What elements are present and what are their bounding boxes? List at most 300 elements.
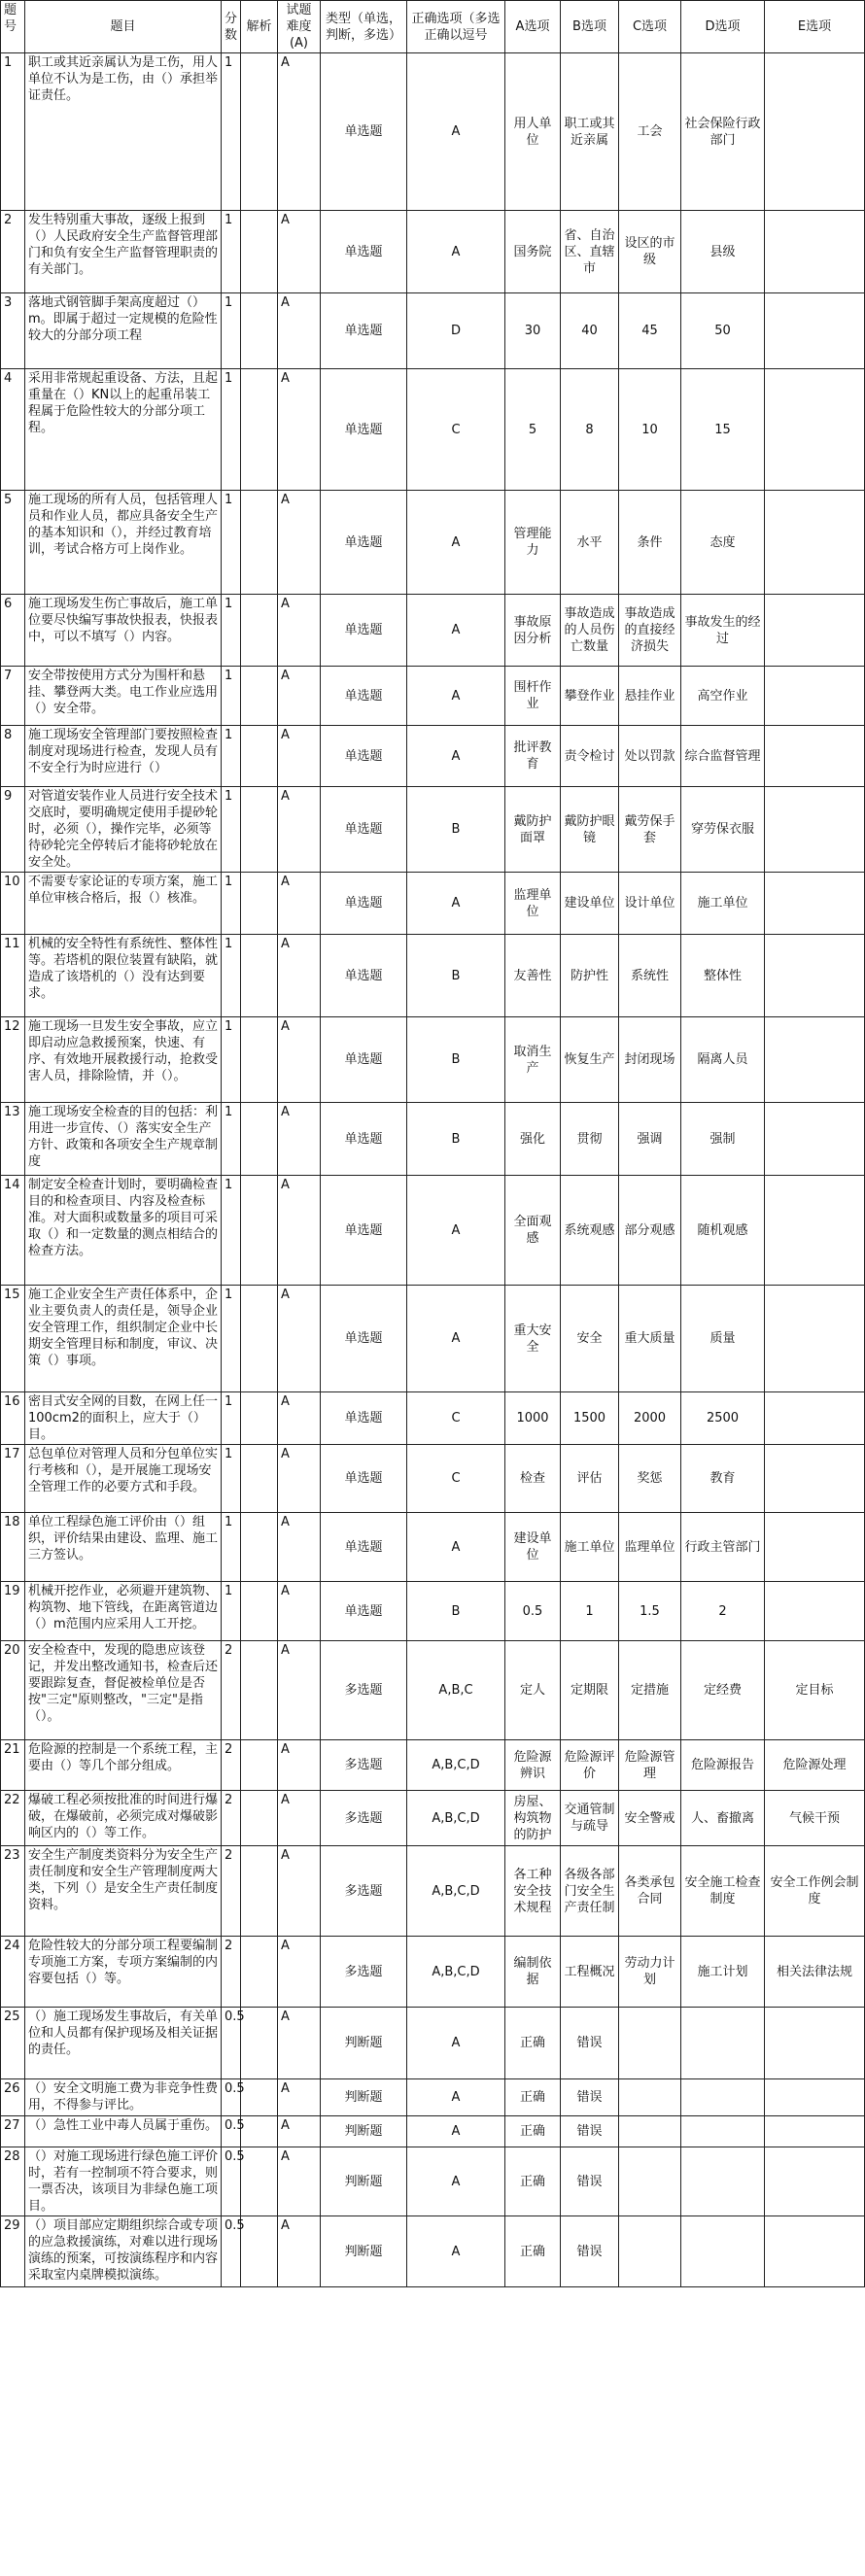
option-b: 错误 — [561, 2008, 619, 2079]
question-difficulty: A — [278, 2116, 321, 2147]
option-d: 穿劳保衣服 — [681, 787, 765, 873]
option-d: 综合监督管理 — [681, 726, 765, 787]
question-score: 2 — [222, 1641, 241, 1740]
option-b: 40 — [561, 293, 619, 369]
question-analysis — [241, 211, 278, 293]
question-number: 26 — [1, 2079, 25, 2116]
question-score: 1 — [222, 1392, 241, 1445]
correct-answer: C — [407, 1445, 505, 1513]
question-difficulty: A — [278, 1176, 321, 1286]
option-c — [619, 2079, 681, 2116]
correct-answer: A,B,C,D — [407, 1740, 505, 1791]
option-a: 国务院 — [505, 211, 561, 293]
question-analysis — [241, 1103, 278, 1176]
question-analysis — [241, 1740, 278, 1791]
question-type: 单选题 — [321, 1445, 407, 1513]
option-c — [619, 2116, 681, 2147]
option-d: 2500 — [681, 1392, 765, 1445]
question-text: 安全检查中，发现的隐患应该登记，并发出整改通知书，检查后还要跟踪复查，督促被检单位是否按"三定"原则整改，"三定"是指（）。 — [25, 1641, 222, 1740]
option-b: 事故造成的人员伤亡数量 — [561, 595, 619, 667]
option-e — [765, 1286, 865, 1392]
question-number: 17 — [1, 1445, 25, 1513]
question-score: 0.5 — [222, 2216, 241, 2287]
question-analysis — [241, 1286, 278, 1392]
question-difficulty: A — [278, 1582, 321, 1641]
option-d: 15 — [681, 369, 765, 491]
correct-answer: A — [407, 2079, 505, 2116]
question-difficulty: A — [278, 726, 321, 787]
header-difficulty: 试题难度(A) — [278, 1, 321, 53]
question-analysis — [241, 2008, 278, 2079]
correct-answer: A — [407, 595, 505, 667]
question-text: （）对施工现场进行绿色施工评价时，若有一控制项不符合要求，则一票否决，该项目为非绿色施工项目。 — [25, 2147, 222, 2216]
question-analysis — [241, 369, 278, 491]
question-text: 施工现场的所有人员，包括管理人员和作业人员，都应具备安全生产的基本知识和（），并经过教育培训，考试合格方可上岗作业。 — [25, 491, 222, 595]
question-text: 单位工程绿色施工评价由（）组织，评价结果由建设、监理、施工三方签认。 — [25, 1513, 222, 1582]
option-c: 戴劳保手套 — [619, 787, 681, 873]
option-c: 强调 — [619, 1103, 681, 1176]
question-score: 1 — [222, 787, 241, 873]
option-b: 交通管制与疏导 — [561, 1791, 619, 1846]
question-number: 3 — [1, 293, 25, 369]
question-difficulty: A — [278, 1937, 321, 2008]
question-number: 27 — [1, 2116, 25, 2147]
header-analysis: 解析 — [241, 1, 278, 53]
question-score: 1 — [222, 1286, 241, 1392]
question-analysis — [241, 1513, 278, 1582]
option-d: 高空作业 — [681, 667, 765, 726]
option-b: 安全 — [561, 1286, 619, 1392]
option-b: 错误 — [561, 2079, 619, 2116]
question-number: 11 — [1, 935, 25, 1017]
question-score: 1 — [222, 873, 241, 935]
option-a: 危险源辨识 — [505, 1740, 561, 1791]
option-d: 行政主管部门 — [681, 1513, 765, 1582]
question-analysis — [241, 53, 278, 211]
option-a: 取消生产 — [505, 1017, 561, 1103]
question-number: 21 — [1, 1740, 25, 1791]
question-analysis — [241, 293, 278, 369]
option-a: 管理能力 — [505, 491, 561, 595]
question-text: 危险源的控制是一个系统工程，主要由（）等几个部分组成。 — [25, 1740, 222, 1791]
question-score: 2 — [222, 1740, 241, 1791]
option-a: 强化 — [505, 1103, 561, 1176]
correct-answer: A — [407, 211, 505, 293]
header-option-b: B选项 — [561, 1, 619, 53]
question-type: 单选题 — [321, 211, 407, 293]
option-e — [765, 491, 865, 595]
question-analysis — [241, 1937, 278, 2008]
question-analysis — [241, 667, 278, 726]
question-type: 单选题 — [321, 1286, 407, 1392]
option-c: 2000 — [619, 1392, 681, 1445]
option-a: 5 — [505, 369, 561, 491]
option-e — [765, 1176, 865, 1286]
option-a: 正确 — [505, 2079, 561, 2116]
option-e — [765, 1513, 865, 1582]
question-analysis — [241, 787, 278, 873]
table-row — [1, 1582, 865, 1641]
question-analysis — [241, 2216, 278, 2287]
question-text: 施工现场安全检查的目的包括：利用进一步宣传、（）落实安全生产方针、政策和各项安全生产规章制度 — [25, 1103, 222, 1176]
question-text: （）安全文明施工费为非竞争性费用，不得参与评比。 — [25, 2079, 222, 2116]
question-text: 职工或其近亲属认为是工伤，用人单位不认为是工伤，由（）承担举证责任。 — [25, 53, 222, 211]
question-score: 0.5 — [222, 2147, 241, 2216]
question-number: 22 — [1, 1791, 25, 1846]
option-c: 奖惩 — [619, 1445, 681, 1513]
table-row — [1, 1176, 865, 1286]
option-e — [765, 1017, 865, 1103]
question-score: 0.5 — [222, 2079, 241, 2116]
question-score: 1 — [222, 1176, 241, 1286]
header-row — [1, 1, 865, 53]
header-option-d: D选项 — [681, 1, 765, 53]
option-c: 系统性 — [619, 935, 681, 1017]
table-row — [1, 667, 865, 726]
question-score: 1 — [222, 1017, 241, 1103]
question-text: 危险性较大的分部分项工程要编制专项施工方案，专项方案编制的内容要包括（）等。 — [25, 1937, 222, 2008]
option-c: 危险源管理 — [619, 1740, 681, 1791]
question-score: 1 — [222, 667, 241, 726]
option-d: 整体性 — [681, 935, 765, 1017]
option-b: 省、自治区、直辖市 — [561, 211, 619, 293]
option-c: 定措施 — [619, 1641, 681, 1740]
question-difficulty: A — [278, 787, 321, 873]
question-difficulty: A — [278, 935, 321, 1017]
option-e — [765, 1445, 865, 1513]
option-d: 态度 — [681, 491, 765, 595]
question-number: 16 — [1, 1392, 25, 1445]
correct-answer: C — [407, 1392, 505, 1445]
question-score: 0.5 — [222, 2008, 241, 2079]
option-d: 隔离人员 — [681, 1017, 765, 1103]
question-number: 28 — [1, 2147, 25, 2216]
question-number: 13 — [1, 1103, 25, 1176]
table-row — [1, 491, 865, 595]
correct-answer: B — [407, 935, 505, 1017]
question-number: 8 — [1, 726, 25, 787]
correct-answer: A,B,C,D — [407, 1791, 505, 1846]
header-option-e: E选项 — [765, 1, 865, 53]
option-d — [681, 2147, 765, 2216]
table-row — [1, 787, 865, 873]
question-type: 单选题 — [321, 1176, 407, 1286]
table-row — [1, 369, 865, 491]
question-analysis — [241, 2147, 278, 2216]
question-type: 单选题 — [321, 1103, 407, 1176]
option-d: 教育 — [681, 1445, 765, 1513]
question-type: 判断题 — [321, 2008, 407, 2079]
option-d — [681, 2008, 765, 2079]
table-row — [1, 2079, 865, 2116]
question-analysis — [241, 935, 278, 1017]
header-question: 题目 — [25, 1, 222, 53]
option-a: 监理单位 — [505, 873, 561, 935]
table-row — [1, 293, 865, 369]
table-row — [1, 2116, 865, 2147]
option-a: 建设单位 — [505, 1513, 561, 1582]
question-difficulty: A — [278, 211, 321, 293]
question-text: 落地式钢管脚手架高度超过（）m。即属于超过一定规模的危险性较大的分部分项工程 — [25, 293, 222, 369]
option-a: 围杆作业 — [505, 667, 561, 726]
option-b: 1500 — [561, 1392, 619, 1445]
option-b: 错误 — [561, 2147, 619, 2216]
question-type: 单选题 — [321, 787, 407, 873]
question-type: 单选题 — [321, 595, 407, 667]
option-e — [765, 211, 865, 293]
question-analysis — [241, 1176, 278, 1286]
question-type: 判断题 — [321, 2079, 407, 2116]
question-text: 采用非常规起重设备、方法，且起重量在（）KN以上的起重吊装工程属于危险性较大的分部分项工程。 — [25, 369, 222, 491]
question-text: （）施工现场发生事故后，有关单位和人员都有保护现场及相关证据的责任。 — [25, 2008, 222, 2079]
question-difficulty: A — [278, 1392, 321, 1445]
question-difficulty: A — [278, 293, 321, 369]
option-d: 危险源报告 — [681, 1740, 765, 1791]
option-c: 封闭现场 — [619, 1017, 681, 1103]
option-e: 定目标 — [765, 1641, 865, 1740]
question-type: 单选题 — [321, 726, 407, 787]
table-row — [1, 1392, 865, 1445]
correct-answer: A,B,C,D — [407, 1937, 505, 2008]
question-number: 14 — [1, 1176, 25, 1286]
option-c — [619, 2008, 681, 2079]
option-b: 水平 — [561, 491, 619, 595]
question-text: 施工企业安全生产责任体系中，企业主要负责人的责任是，领导企业安全管理工作，组织制定企业中长期安全管理目标和制度，审议、决策（）事项。 — [25, 1286, 222, 1392]
option-e — [765, 787, 865, 873]
question-type: 单选题 — [321, 1582, 407, 1641]
option-e — [765, 2008, 865, 2079]
question-type: 单选题 — [321, 1017, 407, 1103]
option-a: 定人 — [505, 1641, 561, 1740]
question-number: 19 — [1, 1582, 25, 1641]
option-a: 戴防护面罩 — [505, 787, 561, 873]
option-a: 正确 — [505, 2216, 561, 2287]
option-d: 强制 — [681, 1103, 765, 1176]
question-difficulty: A — [278, 2216, 321, 2287]
question-number: 7 — [1, 667, 25, 726]
correct-answer: A — [407, 1286, 505, 1392]
table-row — [1, 1937, 865, 2008]
table-row — [1, 1791, 865, 1846]
question-type: 单选题 — [321, 873, 407, 935]
question-score: 2 — [222, 1791, 241, 1846]
option-a: 用人单位 — [505, 53, 561, 211]
question-type: 单选题 — [321, 667, 407, 726]
option-e: 气候干预 — [765, 1791, 865, 1846]
question-difficulty: A — [278, 1513, 321, 1582]
option-a: 正确 — [505, 2147, 561, 2216]
option-c: 设区的市级 — [619, 211, 681, 293]
option-d: 2 — [681, 1582, 765, 1641]
question-text: 机械的安全特性有系统性、整体性等。若塔机的限位装置有缺陷，就造成了该塔机的（）没有达到要求。 — [25, 935, 222, 1017]
question-score: 1 — [222, 491, 241, 595]
question-text: 施工现场安全管理部门要按照检查制度对现场进行检查，发现人员有不安全行为时应进行（） — [25, 726, 222, 787]
option-d: 质量 — [681, 1286, 765, 1392]
question-analysis — [241, 2079, 278, 2116]
question-number: 18 — [1, 1513, 25, 1582]
question-difficulty: A — [278, 873, 321, 935]
option-c: 10 — [619, 369, 681, 491]
question-difficulty: A — [278, 1286, 321, 1392]
question-text: 发生特别重大事故，逐级上报到（）人民政府安全生产监督管理部门和负有安全生产监督管理职责的有关部门。 — [25, 211, 222, 293]
option-c: 45 — [619, 293, 681, 369]
question-number: 25 — [1, 2008, 25, 2079]
option-c — [619, 2147, 681, 2216]
question-analysis — [241, 1392, 278, 1445]
question-number: 20 — [1, 1641, 25, 1740]
option-e: 安全工作例会制度 — [765, 1846, 865, 1937]
question-analysis — [241, 1582, 278, 1641]
question-difficulty: A — [278, 1846, 321, 1937]
correct-answer: A — [407, 2116, 505, 2147]
table-row — [1, 1103, 865, 1176]
table-row — [1, 1846, 865, 1937]
option-c: 部分观感 — [619, 1176, 681, 1286]
table-row — [1, 1513, 865, 1582]
option-c: 安全警戒 — [619, 1791, 681, 1846]
question-difficulty: A — [278, 2079, 321, 2116]
question-number: 9 — [1, 787, 25, 873]
option-e — [765, 2147, 865, 2216]
question-difficulty: A — [278, 1641, 321, 1740]
header-score: 分数 — [222, 1, 241, 53]
question-score: 1 — [222, 293, 241, 369]
option-e — [765, 935, 865, 1017]
option-a: 各工种安全技术规程 — [505, 1846, 561, 1937]
option-a: 30 — [505, 293, 561, 369]
correct-answer: A — [407, 726, 505, 787]
option-e — [765, 2216, 865, 2287]
option-b: 1 — [561, 1582, 619, 1641]
table-row — [1, 935, 865, 1017]
option-c: 重大质量 — [619, 1286, 681, 1392]
option-b: 职工或其近亲属 — [561, 53, 619, 211]
question-text: 机械开挖作业，必须避开建筑物、构筑物、地下管线，在距离管道边（）m范围内应采用人工开挖。 — [25, 1582, 222, 1641]
question-type: 单选题 — [321, 1392, 407, 1445]
option-b: 防护性 — [561, 935, 619, 1017]
option-b: 定期限 — [561, 1641, 619, 1740]
question-number: 10 — [1, 873, 25, 935]
option-e — [765, 53, 865, 211]
option-b: 贯彻 — [561, 1103, 619, 1176]
option-e — [765, 667, 865, 726]
correct-answer: A — [407, 667, 505, 726]
option-d: 县级 — [681, 211, 765, 293]
question-number: 2 — [1, 211, 25, 293]
question-text: 安全带按使用方式分为围杆和悬挂、攀登两大类。电工作业应选用（）安全带。 — [25, 667, 222, 726]
option-d: 50 — [681, 293, 765, 369]
option-e — [765, 369, 865, 491]
question-text: 施工现场一旦发生安全事故，应立即启动应急救援预案，快速、有序、有效地开展救援行动，抢救受害人员，排除险情，并（）。 — [25, 1017, 222, 1103]
question-type: 单选题 — [321, 935, 407, 1017]
option-b: 施工单位 — [561, 1513, 619, 1582]
question-number: 5 — [1, 491, 25, 595]
question-difficulty: A — [278, 1740, 321, 1791]
header-answer: 正确选项（多选正确以逗号 — [407, 1, 505, 53]
option-c: 1.5 — [619, 1582, 681, 1641]
question-text: （）项目部应定期组织综合或专项的应急救援演练，对难以进行现场演练的预案，可按演练程序和内容采取室内桌牌模拟演练。 — [25, 2216, 222, 2287]
option-a: 正确 — [505, 2116, 561, 2147]
correct-answer: C — [407, 369, 505, 491]
table-row — [1, 2147, 865, 2216]
option-a: 编制依据 — [505, 1937, 561, 2008]
table-row — [1, 1641, 865, 1740]
question-text: 密目式安全网的目数，在网上任一100cm2的面积上，应大于（）目。 — [25, 1392, 222, 1445]
table-row — [1, 53, 865, 211]
question-score: 2 — [222, 1846, 241, 1937]
question-analysis — [241, 726, 278, 787]
correct-answer: A — [407, 491, 505, 595]
option-c: 悬挂作业 — [619, 667, 681, 726]
option-e — [765, 1392, 865, 1445]
option-b: 攀登作业 — [561, 667, 619, 726]
question-text: 爆破工程必须按批准的时间进行爆破，在爆破前，必须完成对爆破影响区内的（）等工作。 — [25, 1791, 222, 1846]
option-e — [765, 726, 865, 787]
option-a: 正确 — [505, 2008, 561, 2079]
question-difficulty: A — [278, 1017, 321, 1103]
option-e: 危险源处理 — [765, 1740, 865, 1791]
option-d: 社会保险行政部门 — [681, 53, 765, 211]
question-number: 4 — [1, 369, 25, 491]
table-row — [1, 1740, 865, 1791]
correct-answer: A — [407, 873, 505, 935]
question-text: 不需要专家论证的专项方案，施工单位审核合格后，报（）核准。 — [25, 873, 222, 935]
correct-answer: A,B,C — [407, 1641, 505, 1740]
question-analysis — [241, 1445, 278, 1513]
option-e: 相关法律法规 — [765, 1937, 865, 2008]
question-score: 1 — [222, 726, 241, 787]
option-a: 全面观感 — [505, 1176, 561, 1286]
correct-answer: A — [407, 2008, 505, 2079]
question-type: 单选题 — [321, 369, 407, 491]
question-difficulty: A — [278, 369, 321, 491]
option-a: 重大安全 — [505, 1286, 561, 1392]
table-row — [1, 595, 865, 667]
question-difficulty: A — [278, 2008, 321, 2079]
correct-answer: A — [407, 1176, 505, 1286]
correct-answer: A,B,C,D — [407, 1846, 505, 1937]
question-difficulty: A — [278, 491, 321, 595]
option-b: 戴防护眼镜 — [561, 787, 619, 873]
question-score: 0.5 — [222, 2116, 241, 2147]
option-d: 安全施工检查制度 — [681, 1846, 765, 1937]
option-a: 房屋、构筑物的防护 — [505, 1791, 561, 1846]
question-text: （）急性工业中毒人员属于重伤。 — [25, 2116, 222, 2147]
question-difficulty: A — [278, 1791, 321, 1846]
question-difficulty: A — [278, 53, 321, 211]
option-d: 随机观感 — [681, 1176, 765, 1286]
question-type: 单选题 — [321, 491, 407, 595]
table-row — [1, 1286, 865, 1392]
question-analysis — [241, 595, 278, 667]
question-number: 29 — [1, 2216, 25, 2287]
question-difficulty: A — [278, 595, 321, 667]
table-row — [1, 211, 865, 293]
question-analysis — [241, 1846, 278, 1937]
option-b: 评估 — [561, 1445, 619, 1513]
option-a: 事故原因分析 — [505, 595, 561, 667]
correct-answer: B — [407, 787, 505, 873]
question-type: 判断题 — [321, 2147, 407, 2216]
question-text: 安全生产制度类资料分为安全生产责任制度和安全生产管理制度两大类，下列（）是安全生产责任制度资料。 — [25, 1846, 222, 1937]
question-analysis — [241, 1791, 278, 1846]
question-score: 1 — [222, 369, 241, 491]
question-score: 1 — [222, 1582, 241, 1641]
option-e — [765, 595, 865, 667]
correct-answer: A — [407, 2216, 505, 2287]
option-b: 责令检讨 — [561, 726, 619, 787]
option-a: 0.5 — [505, 1582, 561, 1641]
